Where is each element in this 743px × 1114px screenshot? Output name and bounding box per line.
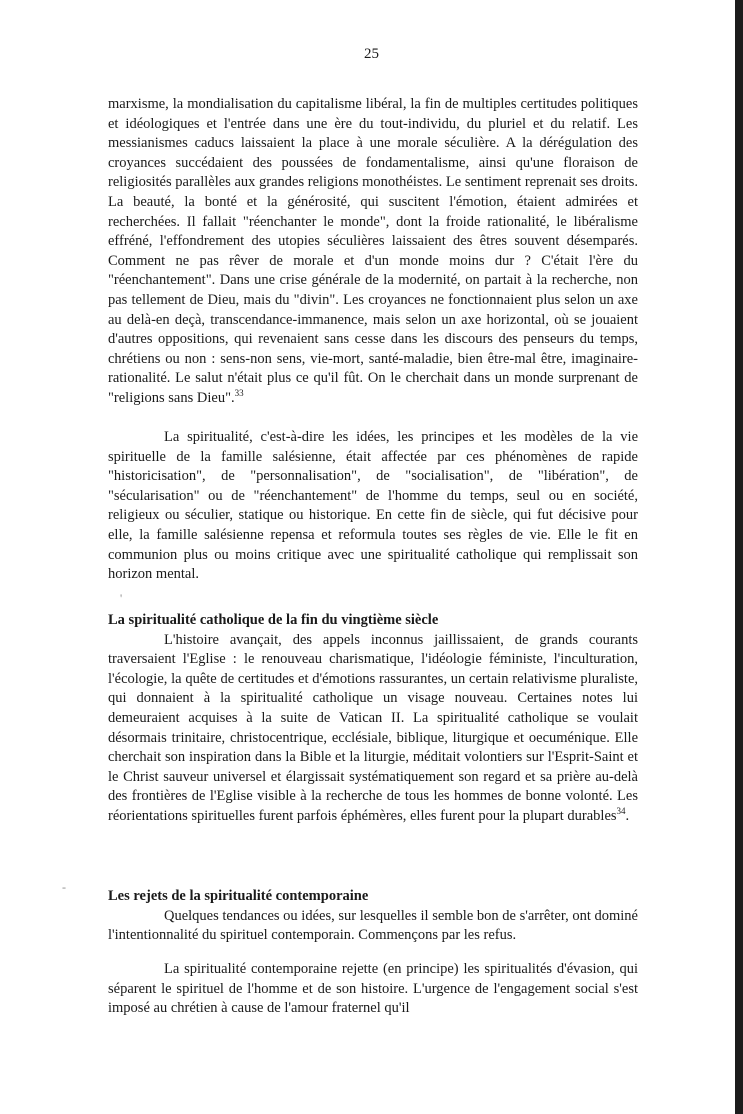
- paragraph-5-text: La spiritualité contemporaine rejette (en principe) les spiritualités d'évasion, qui séparent le spirituel de l'homme et de son histoire. L'urgence de l'engagement social s'est imposé au chrétien à cause de l'amour fraternel qu'il: [108, 961, 638, 1017]
- paragraph-3-text: L'histoire avançait, des appels inconnus jaillissaient, de grands courants traversaient l'Eglise : le renouveau charismatique, l'idéologie féministe, l'inculturation, l'écologie, la quête de certitudes et d'émotions rassurantes, un certain relativisme pluraliste, qui donnaient à la spiritualité catholique un visage nouveau. Certaines notes lui demeuraient acquises à la suite de Vatican II. La spiritualité catholique se voulait désormais trinitaire, christocentrique, ecclésiale, biblique, liturgique et oecuménique. Elle cherchait son inspiration dans la Bible et la liturgie, méditait volontiers sur l'Esprit-Saint et le Christ sauveur universel et élargissait systématiquement son regard et sa prière au-delà des frontières de l'Eglise visible à la recherche de tous les hommes de bonne volonté. Les réorientations spirituelles furent parfois éphémères, elles furent pour la plupart durables: [108, 631, 638, 824]
- footnote-ref-34: 34: [616, 806, 626, 817]
- page-edge-shadow: [735, 0, 743, 1114]
- section-1: [108, 611, 638, 827]
- section-2: [108, 887, 638, 946]
- paragraph-4-text: Quelques tendances ou idées, sur lesquelles il semble bon de s'arrêter, ont dominé l'intentionnalité du spirituel contemporain. Commençons par les refus.: [108, 907, 638, 944]
- section-heading-catholic-spirituality: La spiritualité catholique de la fin du vingtième siècle: [108, 612, 439, 628]
- scan-mark: ': [120, 591, 123, 605]
- paragraph-2-text: La spiritualité, c'est-à-dire les idées, les principes et les modèles de la vie spirituelle de la famille salésienne, était affectée par ces phénomènes de rapide "historicisation", de "personnalisation", de "socialisation", de "libération", de "sécularisation" ou de "réenchantement" de l'homme du temps, seul ou en société, religieux ou séculier, statique ou historique. En cette fin de siècle, qui fut décisive pour elle, la famille salésienne repensa et reformula toutes ses règles de vie. Elle le fit en communion plus ou moins critique avec une spiritualité catholique qui remplissait son horizon mental.: [108, 429, 638, 583]
- page-number: 25: [364, 46, 379, 62]
- paragraph-2: [108, 428, 638, 585]
- paragraph-1-text: marxisme, la mondialisation du capitalisme libéral, la fin de multiples certitudes politiques et idéologiques et l'entrée dans une ère du tout-individu, du pluriel et du relatif. Les messianismes caducs laissaient la place à une morale séculière. A la dérégulation des croyances succédaient des poussées de fondamentalisme, ainsi qu'une floraison de religiosités parallèles aux grandes religions monothéistes. Le sentiment reprenait ses droits. La beauté, la bonté et la générosité, qui suscitent l'émotion, étaient admirées et recherchées. Il fallait "réenchanter le monde", dont la froide rationalité, le libéralisme effréné, l'effondrement des utopies séculières laissaient des êtres souvent désemparés. Comment ne pas rêver de morale et d'un monde moins dur ? C'était l'ère du "réenchantement". Dans une crise générale de la modernité, on partait à la recherche, non pas tellement de Dieu, mais du "divin". Les croyances ne fonctionnaient plus selon un axe au delà-en deçà, transcendance-immanence, mais selon un axe horizontal, où se jouaient d'autres oppositions, qui revenaient sans cesse dans les discours des penseurs du temps, chrétiens ou non : sens-non sens, vie-mort, santé-maladie, bien être-mal être, imaginaire-rationalité. Le salut n'était plus ce qu'il fût. On le cherchait dans un monde surprenant de "religions sans Dieu".: [108, 96, 638, 406]
- scan-mark-2: -: [62, 880, 66, 894]
- paragraph-1: [108, 95, 638, 409]
- paragraph-5: [108, 960, 638, 1019]
- paragraph-3-end: .: [625, 807, 630, 824]
- section-heading-rejections: Les rejets de la spiritualité contemporaine: [108, 888, 369, 904]
- footnote-ref-33: 33: [234, 388, 244, 399]
